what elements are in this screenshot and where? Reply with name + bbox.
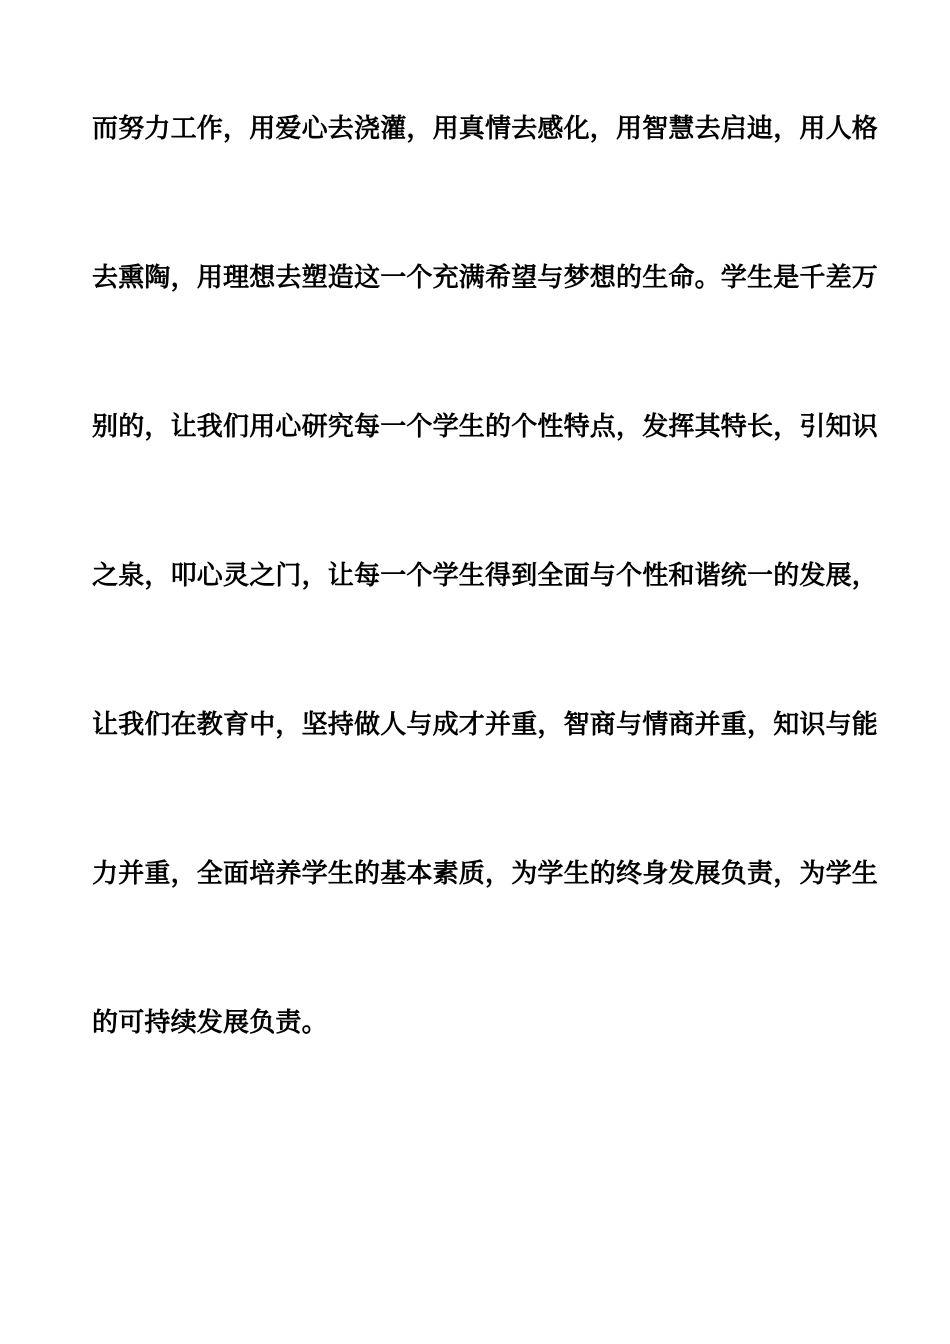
paragraph-line-4: 之泉，叩心灵之门，让每一个学生得到全面与个性和谐统一的发展， <box>92 561 879 591</box>
paragraph-line-7: 的可持续发展负责。 <box>92 1008 328 1038</box>
paragraph-line-1: 而努力工作，用爱心去浇灌，用真情去感化，用智慧去启迪，用人格 <box>92 114 879 144</box>
paragraph-line-3: 别的，让我们用心研究每一个学生的个性特点，发挥其特长，引知识 <box>92 412 879 442</box>
paragraph-line-6: 力并重，全面培养学生的基本素质，为学生的终身发展负责，为学生 <box>92 859 879 889</box>
paragraph-line-2: 去熏陶，用理想去塑造这一个充满希望与梦想的生命。学生是千差万 <box>92 263 879 293</box>
paragraph-line-5: 让我们在教育中，坚持做人与成才并重，智商与情商并重，知识与能 <box>92 710 879 740</box>
